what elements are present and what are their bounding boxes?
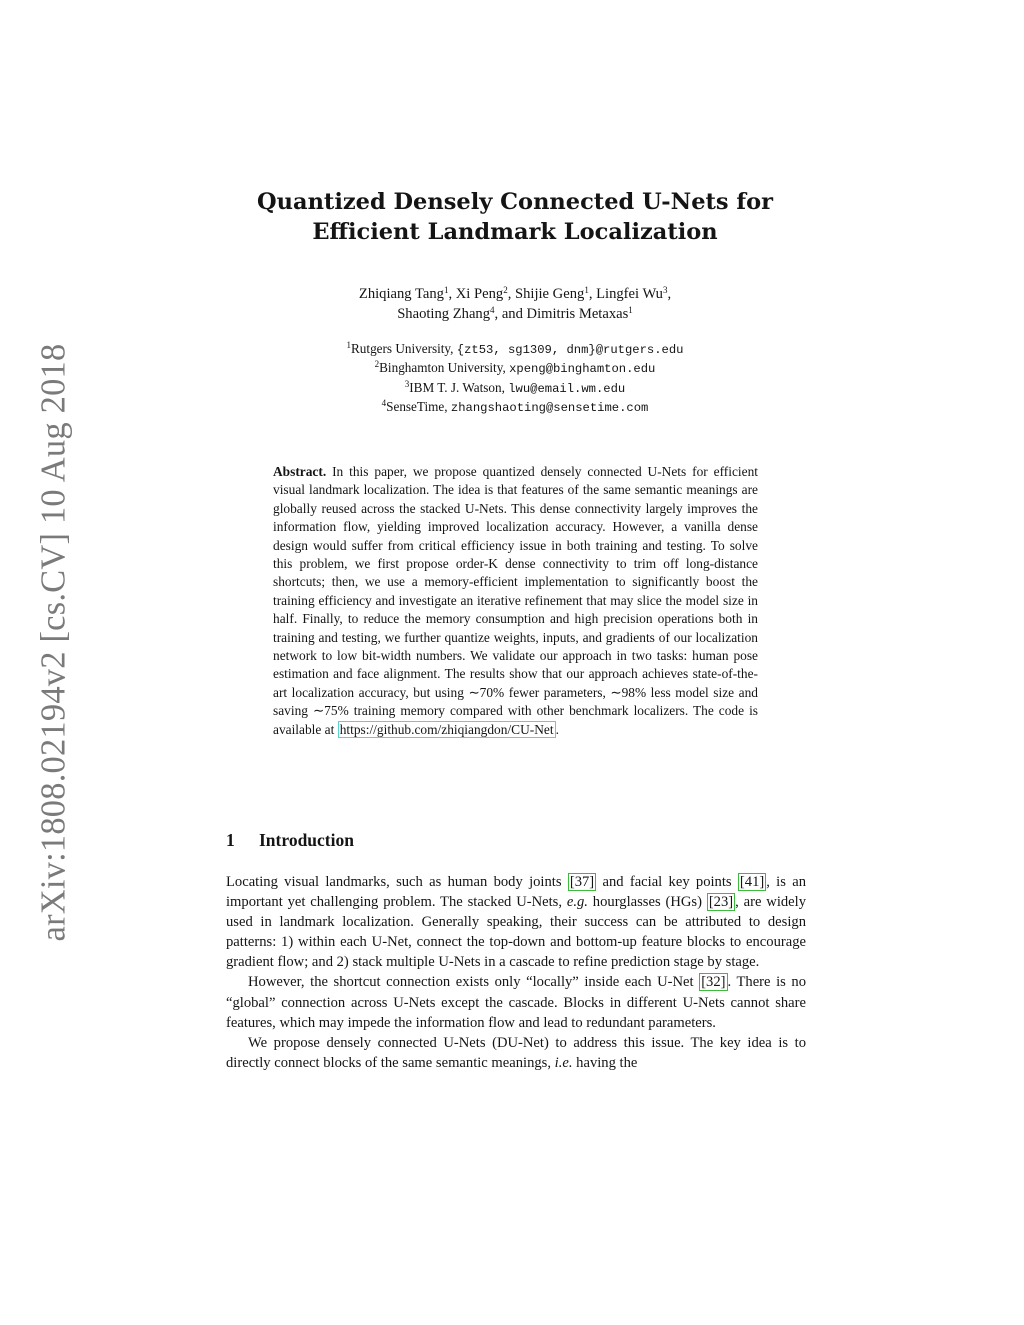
- paper-title-line-1: Quantized Densely Connected U-Nets for: [257, 189, 773, 215]
- paragraph-text: Locating visual landmarks, such as human body joints: [226, 874, 562, 890]
- author-conjunction: and: [501, 306, 523, 322]
- author-affiliation-mark: 1: [584, 285, 589, 295]
- affiliation-line: [230, 398, 800, 417]
- paper-title: [200, 187, 830, 247]
- affiliation-email: zhangshaoting@sensetime.com: [450, 400, 649, 415]
- affiliation-line: [230, 359, 800, 378]
- affiliation-mark: 4: [381, 397, 387, 408]
- author-affiliation-mark: 1: [443, 285, 449, 295]
- author-name: Lingfei Wu: [596, 286, 663, 302]
- paragraph-text: . There is no “global” connection across U-Nets except the cascade. Blocks in different U-Nets cannot share features, which may impede the information flow and lead to redundant parameters.: [226, 974, 807, 1031]
- affiliation-email: {zt53, sg1309, dnm}@rutgers.edu: [456, 343, 684, 357]
- affiliation-name: Binghamton University,: [379, 360, 506, 376]
- author-name: Xi Peng: [455, 286, 504, 302]
- abstract: [273, 463, 758, 739]
- citation-link[interactable]: [32]: [701, 974, 726, 991]
- author-name: Zhiqiang Tang: [358, 286, 444, 302]
- paragraph-emphasis: e.g.: [566, 894, 588, 911]
- citation-link[interactable]: [37]: [569, 874, 595, 890]
- abstract-label: Abstract.: [273, 464, 327, 479]
- paragraph-text: , are widely used in landmark localization. Generally speaking, their success can be attributed to design patterns: 1) within each U-Net, connect the top-down and bottom-up feature blocks to encourage gradient flow; and 2) stack multiple U-Nets in a cascade to refine prediction stage by stage.: [226, 894, 807, 971]
- paragraph-text: and facial key points: [602, 874, 732, 890]
- citation-link[interactable]: [41]: [739, 874, 765, 890]
- paragraph: [226, 1033, 806, 1073]
- abstract-end-punctuation: .: [555, 721, 559, 737]
- paragraph: [226, 972, 806, 1032]
- paragraph: [226, 872, 806, 972]
- citation-link[interactable]: [23]: [708, 894, 734, 911]
- affiliation-name: SenseTime,: [386, 398, 448, 414]
- author-name: Shijie Geng: [514, 286, 585, 302]
- arxiv-identifier: [32, 343, 76, 941]
- abstract-text: In this paper, we propose quantized densely connected U-Nets for efficient visual landmark localization. The idea is that features of the same semantic meanings are globally reused across the stacked U-Nets. This dense connectivity largely improves the information flow, yielding improved localization accuracy. However, a vanilla dense design would suffer from critical efficiency issue in both training and testing. To solve this problem, we first propose order-K dense connectivity to trim off long-distance shortcuts; then, we use a memory-efficient implementation to significantly boost the training efficiency and investigate an iterative refinement that may slice the model size in half. Finally, to reduce the memory consumption and high precision operations both in training and testing, we further quantize weights, inputs, and gradients of our localization network to low bit-width numbers. We validate our approach in two tasks: human pose estimation and face alignment. The results show that our approach achieves state-of-the-art localization accuracy, but using ∼70% fewer parameters, ∼98% less model size and saving ∼75% training memory compared with other benchmark localizers. The code is available at: [273, 464, 758, 737]
- affiliation-mark: 1: [346, 340, 352, 350]
- affiliation-line: [230, 340, 800, 359]
- paper-title-line-2: Efficient Landmark Localization: [312, 219, 718, 245]
- section-heading: [226, 828, 806, 852]
- introduction-body: [226, 872, 806, 1073]
- paragraph-text: We propose densely connected U-Nets (DU-Net) to address this issue. The key idea is to directly connect blocks of the same semantic meanings,: [226, 1034, 806, 1071]
- author-affiliation-mark: 2: [503, 285, 508, 295]
- paragraph-text: However, the shortcut connection exists only “locally” inside each U-Net: [248, 974, 694, 991]
- paragraph-text: having the: [576, 1054, 638, 1071]
- author-list: Zhiqiang Tang$^1$, Xi Peng$^2$, Shijie Geng$^1$, Lingfei Wu$^3$, Shaoting Zhang$^4$, and Dimitris Metaxas$^1$: [358, 285, 672, 322]
- code-repository-link[interactable]: https://github.com/zhiqiangdon/CU-Net: [339, 721, 554, 737]
- arxiv-identifier-text: arXiv:1808.02194v2 [cs.CV] 10 Aug 2018: [34, 343, 73, 941]
- affiliation-email: lwu@email.wm.edu: [508, 381, 626, 396]
- section-number: 1: [226, 830, 235, 850]
- section-title: Introduction: [259, 830, 354, 850]
- paragraph-text: , is an important yet challenging problem. The stacked U-Nets,: [226, 874, 806, 911]
- paragraph-text: hourglasses (HGs): [592, 894, 702, 911]
- author-name: Shaoting Zhang: [397, 306, 491, 322]
- affiliation-name: Rutgers University,: [351, 341, 454, 356]
- affiliation-mark: 2: [374, 359, 380, 370]
- affiliation-name: IBM T. J. Watson,: [409, 379, 505, 395]
- author-name: Dimitris Metaxas: [526, 306, 629, 322]
- affiliation-email: xpeng@binghamton.edu: [509, 362, 656, 377]
- author-affiliation-mark: 3: [662, 285, 668, 295]
- author-affiliation-mark: 4: [490, 305, 495, 315]
- affiliation-line: [230, 379, 800, 398]
- affiliation-mark: 3: [404, 378, 410, 389]
- affiliation-list: [230, 340, 800, 417]
- author-affiliation-mark: 1: [628, 305, 633, 315]
- paragraph-emphasis: i.e.: [554, 1054, 573, 1071]
